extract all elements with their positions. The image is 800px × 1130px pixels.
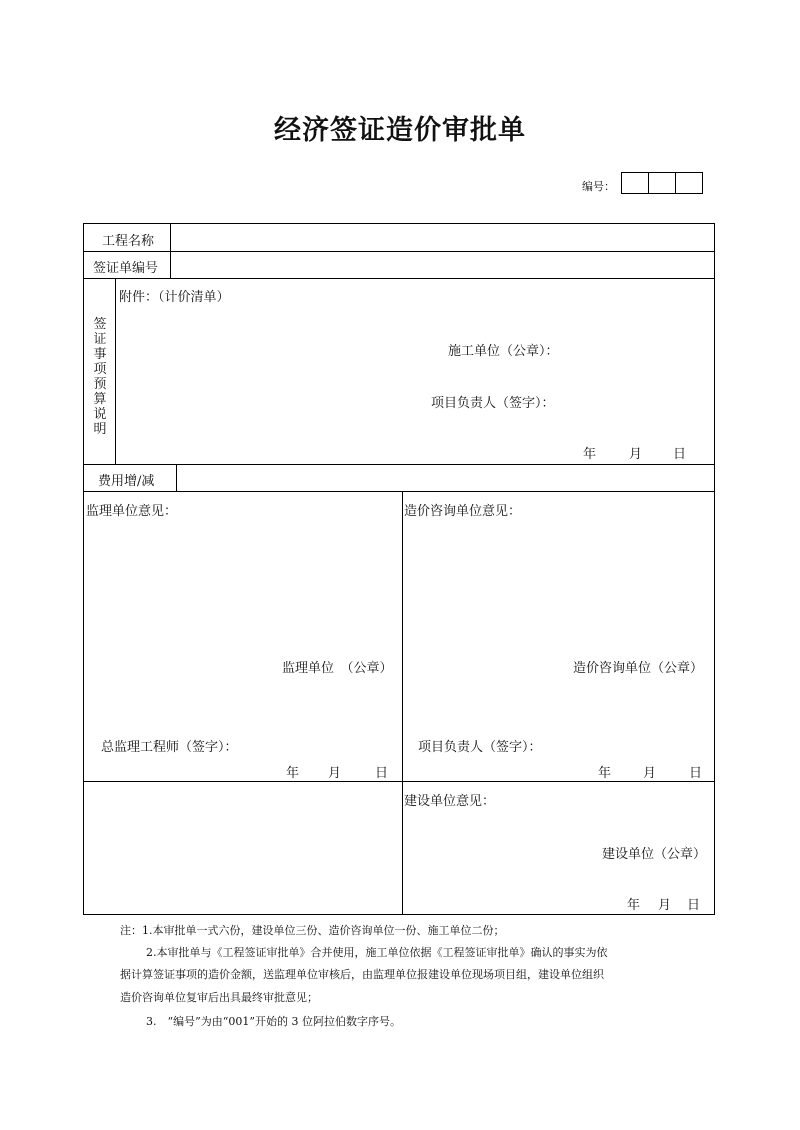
year-label: 年 [598,766,612,781]
certificate-number-label: 签证单编号 [93,261,159,276]
project-manager-sign-label: 项目负责人（签字）： [431,396,555,411]
attachment-label: 附件：（计价清单） [119,290,230,305]
note-line-2: 2.本审批单与《工程签证审批单》合并使用，施工单位依据《工程签证审批单》确认的事实为依 [146,946,608,959]
owner-date [627,894,700,913]
supervision-opinion-label: 监理单位意见： [86,504,178,519]
note-line-5: 3. “编号”为由“001”开始的 3 位阿拉伯数字序号。 [146,1015,401,1028]
row-divider [84,781,714,782]
supervision-date [286,762,388,781]
serial-number-boxes[interactable] [621,172,703,194]
contractor-seal-label: 施工单位（公章）： [448,344,559,359]
day-label: 日 [375,766,389,781]
day-label: 日 [673,447,687,462]
owner-seal-label: 建设单位（公章） [602,847,707,862]
note-line-4: 造价咨询单位复审后出具最终审批意见； [120,991,318,1004]
month-label: 月 [643,766,657,781]
column-divider [115,278,116,464]
supervision-seal-label: 监理单位 （公章） [282,661,393,676]
year-label: 年 [627,898,641,913]
page-title: 经济签证造价审批单 [274,115,526,146]
month-label: 月 [328,766,342,781]
project-name-label: 工程名称 [102,234,155,249]
day-label: 日 [687,898,701,913]
year-label: 年 [583,447,597,462]
serial-digit-1[interactable] [622,173,649,193]
column-divider [170,251,171,278]
month-label: 月 [629,447,643,462]
year-label: 年 [286,766,300,781]
cost-change-field[interactable] [178,465,712,490]
month-label: 月 [658,898,672,913]
consulting-date [598,762,702,781]
column-divider [402,491,403,914]
contractor-date [583,443,686,462]
cost-change-label: 费用增/减 [98,474,155,489]
row-divider [84,491,714,492]
serial-number-label: 编号： [582,180,615,193]
consulting-opinion-label: 造价咨询单位意见： [404,504,522,519]
consulting-seal-label: 造价咨询单位（公章） [573,661,704,676]
serial-digit-2[interactable] [649,173,676,193]
day-label: 日 [689,766,703,781]
budget-description-label: 签证事项预算说明 [93,317,107,437]
column-divider [176,464,177,491]
note-line-1: 注：1.本审批单一式六份，建设单位三份、造价咨询单位一份、施工单位二份； [120,924,505,937]
serial-digit-3[interactable] [676,173,702,193]
owner-opinion-label: 建设单位意见： [404,794,496,809]
row-divider [84,278,714,279]
approval-form-table [83,223,715,915]
project-name-field[interactable] [172,225,712,250]
chief-engineer-sign-label: 总监理工程师（签字）： [101,740,238,755]
column-divider [170,224,171,251]
note-line-3: 据计算签证事项的造价金额，送监理单位审核后，由监理单位报建设单位现场项目组，建设单位组织 [120,968,604,981]
consulting-manager-sign-label: 项目负责人（签字）： [418,740,542,755]
certificate-number-field[interactable] [172,252,712,277]
